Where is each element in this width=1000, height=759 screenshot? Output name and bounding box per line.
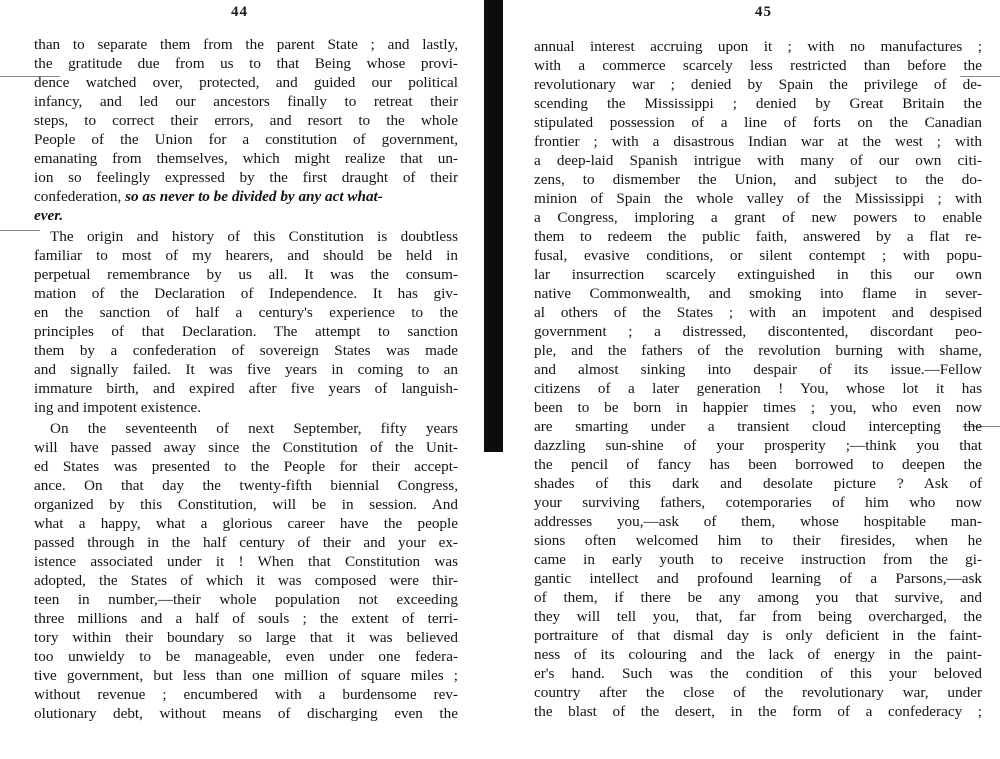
text-line: your surviving fathers, cotemporaries of him who now [534, 494, 982, 511]
text-line: native Commonwealth, and smoking into flame in sever- [534, 285, 982, 302]
text-line: adopted, the States of which it was composed were thir- [34, 572, 458, 589]
text-line: sions often welcomed him to their firesides, when he [534, 532, 982, 549]
text-line: scending the Mississippi ; denied by Great Britain the [534, 95, 982, 112]
text-line: organized by this Constitution, will be in session. And [34, 496, 458, 513]
text-line: revolutionary war ; denied by Spain the privilege of de- [534, 76, 982, 93]
text-line: government ; a distressed, discontented, discordant peo- [534, 323, 982, 340]
text-line: frontier ; with a disastrous Indian war at the west ; with [534, 133, 982, 150]
text-line: en the sanction of half a century's experience to the [34, 304, 458, 321]
text-line: are smarting under a transient cloud intercepting the [534, 418, 982, 435]
text-line: zens, to dismember the Union, and subject to the do- [534, 171, 982, 188]
text-line: lar insurrection scarcely extinguished in this our own [534, 266, 982, 283]
text-line: al others of the States ; with an impotent and despised [534, 304, 982, 321]
text-line: with a commerce scarcely less restricted than before the [534, 57, 982, 74]
text-line: emanating from themselves, which might realize that un- [34, 150, 458, 167]
text-line: been to be born in happier times ; you, who even now [534, 399, 982, 416]
text-line: er's hand. Such was the condition of this your beloved [534, 665, 982, 682]
text-line: a deep-laid Spanish intrigue with many of our own citi- [534, 152, 982, 169]
text-line: addresses you,—ask of them, whose hospitable man- [534, 513, 982, 530]
text-line: the pencil of fancy has been borrowed to deepen the [534, 456, 982, 473]
text-line: minion of Spain the whole valley of the Mississippi ; with [534, 190, 982, 207]
text-line: too unwieldy to be manageable, even under one federa- [34, 648, 458, 665]
text-line: them by a confederation of sovereign States was made [34, 342, 458, 359]
left-page [0, 0, 482, 759]
text-line: steps, to correct their errors, and resort to the whole [34, 112, 458, 129]
text-line: they will tell you, that, far from being overcharged, the [534, 608, 982, 625]
text-line: ance. On that day the twenty-fifth biennial Congress, [34, 477, 458, 494]
text-line: infancy, and led our ancestors finally to retreat their [34, 93, 458, 110]
text-line: olutionary debt, without means of discharging even the [34, 705, 458, 722]
right-page [504, 0, 1000, 759]
text-line: dence watched over, protected, and guided our political [34, 74, 458, 91]
text-line: citizens of a later generation ! You, whose lot it has [534, 380, 982, 397]
text-line: three millions and a half of souls ; the extent of terri- [34, 610, 458, 627]
text-line: ed States was presented to the People for their accept- [34, 458, 458, 475]
text-line: immature birth, and expired after five years of languish- [34, 380, 458, 397]
page-number-right: 45 [755, 4, 772, 20]
text-line: of them, if there be any among you that survive, and [534, 589, 982, 606]
text-line: mation of the Declaration of Independence. It has giv- [34, 285, 458, 302]
text-line: the blast of the desert, in the form of a confederacy ; [534, 703, 982, 720]
italic-phrase: so as never to be divided by any act what- [125, 188, 383, 205]
binding-gutter [484, 0, 503, 452]
text-line: ness of its colouring and the lack of energy in the paint- [534, 646, 982, 663]
text-span: confederation, [34, 188, 126, 205]
text-line: country after the close of the revolutionary war, under [534, 684, 982, 701]
text-line [34, 187, 458, 206]
text-line: stipulated possession of a line of forts on the Canadian [534, 114, 982, 131]
text-line: and signally failed. It was five years in coming to an [34, 361, 458, 378]
text-line: fusal, evasive conditions, or silent contempt ; with popu- [534, 247, 982, 264]
text-line: perpetual remembrance by us all. It was the consum- [34, 266, 458, 283]
page-number-left: 44 [231, 4, 248, 20]
text-line: a Congress, imploring a grant of new powers to enable [534, 209, 982, 226]
text-line: passed through in the half century of their and your ex- [34, 534, 458, 551]
text-line: ever. [34, 207, 64, 224]
text-line: portraiture of that dismal day is only deficient in the faint- [534, 627, 982, 644]
text-line: The origin and history of this Constitution is doubtless [50, 228, 458, 245]
text-line: than to separate them from the parent State ; and lastly, [34, 36, 458, 53]
text-line: without revenue ; encumbered with a burdensome rev- [34, 686, 458, 703]
text-line: came in early youth to receive instruction from the gi- [534, 551, 982, 568]
text-line: annual interest accruing upon it ; with no manufactures ; [534, 38, 982, 55]
text-line: ing and impotent existence. [34, 399, 202, 416]
text-line: the gratitude due from us to that Being whose provi- [34, 55, 458, 72]
text-line: familiar to most of my hearers, and should be held in [34, 247, 458, 264]
text-line: what a happy, what a glorious career have the people [34, 515, 458, 532]
text-line: gantic intellect and profound learning of a Parsons,—ask [534, 570, 982, 587]
text-line: istence associated under it ! When that Constitution was [34, 553, 458, 570]
text-line: them to redeem the public faith, answered by a flat re- [534, 228, 982, 245]
text-line: principles of that Declaration. The attempt to sanction [34, 323, 458, 340]
text-line: tive government, but less than one million of square miles ; [34, 667, 458, 684]
text-line: ple, and the fathers of the revolution burning with shame, [534, 342, 982, 359]
text-line: teen in number,—their whole population not exceeding [34, 591, 458, 608]
text-line: On the seventeenth of next September, fifty years [50, 420, 458, 437]
text-line: People of the Union for a constitution of government, [34, 131, 458, 148]
text-line: ion so feelingly expressed by the first draught of their [34, 169, 458, 186]
text-line: dazzling sun-shine of your prosperity ;—think you that [534, 437, 982, 454]
text-line: tory within their boundary so large that it was believed [34, 629, 458, 646]
text-line: and almost sinking into despair of its issue.—Fellow [534, 361, 982, 378]
text-line: will have passed away since the Constitution of the Unit- [34, 439, 458, 456]
text-line: shades of this dark and desolate picture ? Ask of [534, 475, 982, 492]
